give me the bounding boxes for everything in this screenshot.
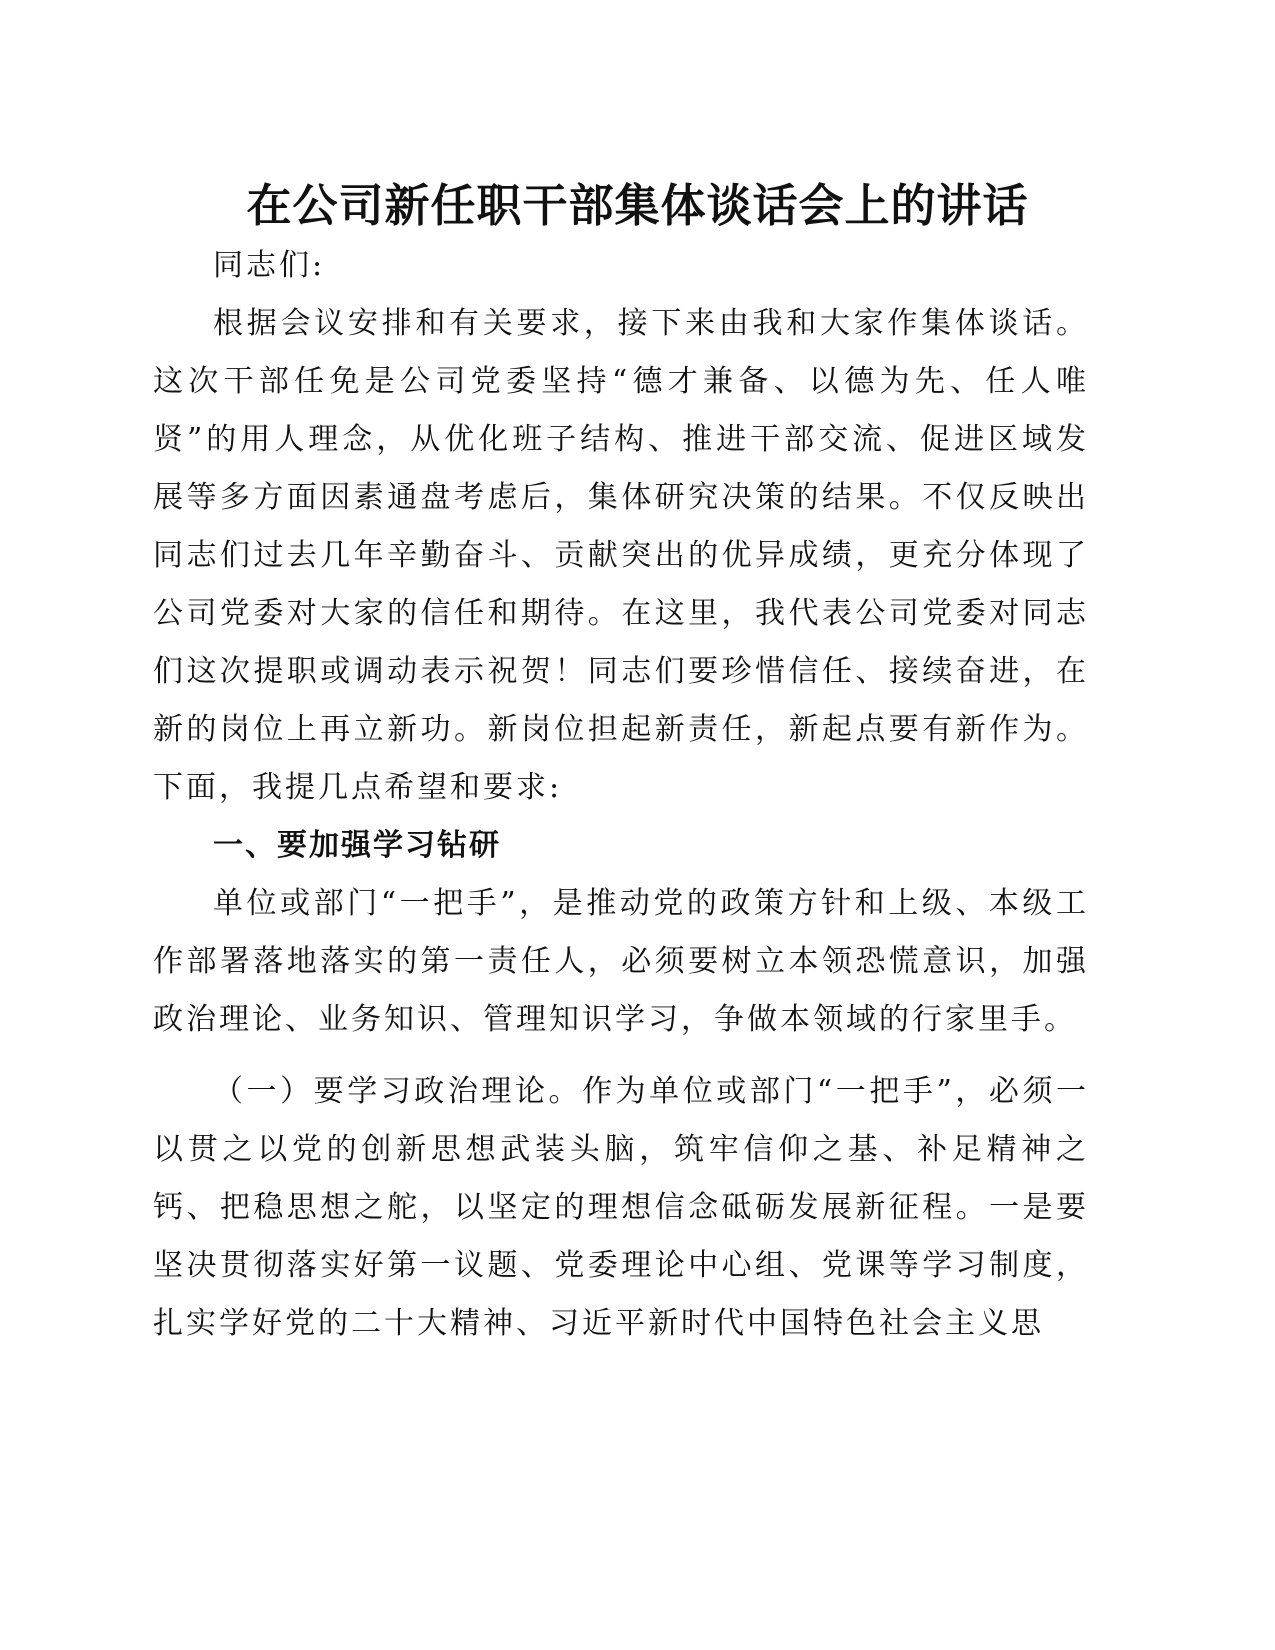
section-heading-1: 一、要加强学习钻研 [213,828,501,863]
section-1-paragraph: 单位或部门“一把手”，是推动党的政策方针和上级、本级工作部署落地落实的第一责任人，必须要树立本领恐慌意识，加强政治理论、业务知识、管理知识学习，争做本领域的行家里手。 [153,886,1089,1037]
subsection-1-body: 作为单位或部门“一把手”，必须一以贯之以党的创新思想武装头脑，筑牢信仰之基、补足精神之钙、把稳思想之舵，以坚定的理想信念砥砺发展新征程。一是要坚决贯彻落实好第一议题、党委理论中心组、党课等学习制度，扎实学好党的二十大精神、习近平新时代中国特色社会主义思 [153,1074,1089,1341]
document-body [153,237,1089,1353]
subsection-1-paragraph [153,1063,1089,1353]
intro-paragraph: 根据会议安排和有关要求，接下来由我和大家作集体谈话。这次干部任免是公司党委坚持“德才兼备、以德为先、任人唯贤”的用人理念，从优化班子结构、推进干部交流、促进区域发展等多方面因素通盘考虑后，集体研究决策的结果。不仅反映出同志们过去几年辛勤奋斗、贡献突出的优异成绩，更充分体现了公司党委对大家的信任和期待。在这里，我代表公司党委对同志们这次提职或调动表示祝贺！同志们要珍惜信任、接续奋进，在新的岗位上再立新功。新岗位担起新责任，新起点要有新作为。下面，我提几点希望和要求: [153,306,1089,805]
document-title: 在公司新任职干部集体谈话会上的讲话 [246,179,1029,232]
salutation: 同志们: [213,248,326,283]
subsection-1-lead: （一）要学习政治理论。 [213,1074,583,1109]
